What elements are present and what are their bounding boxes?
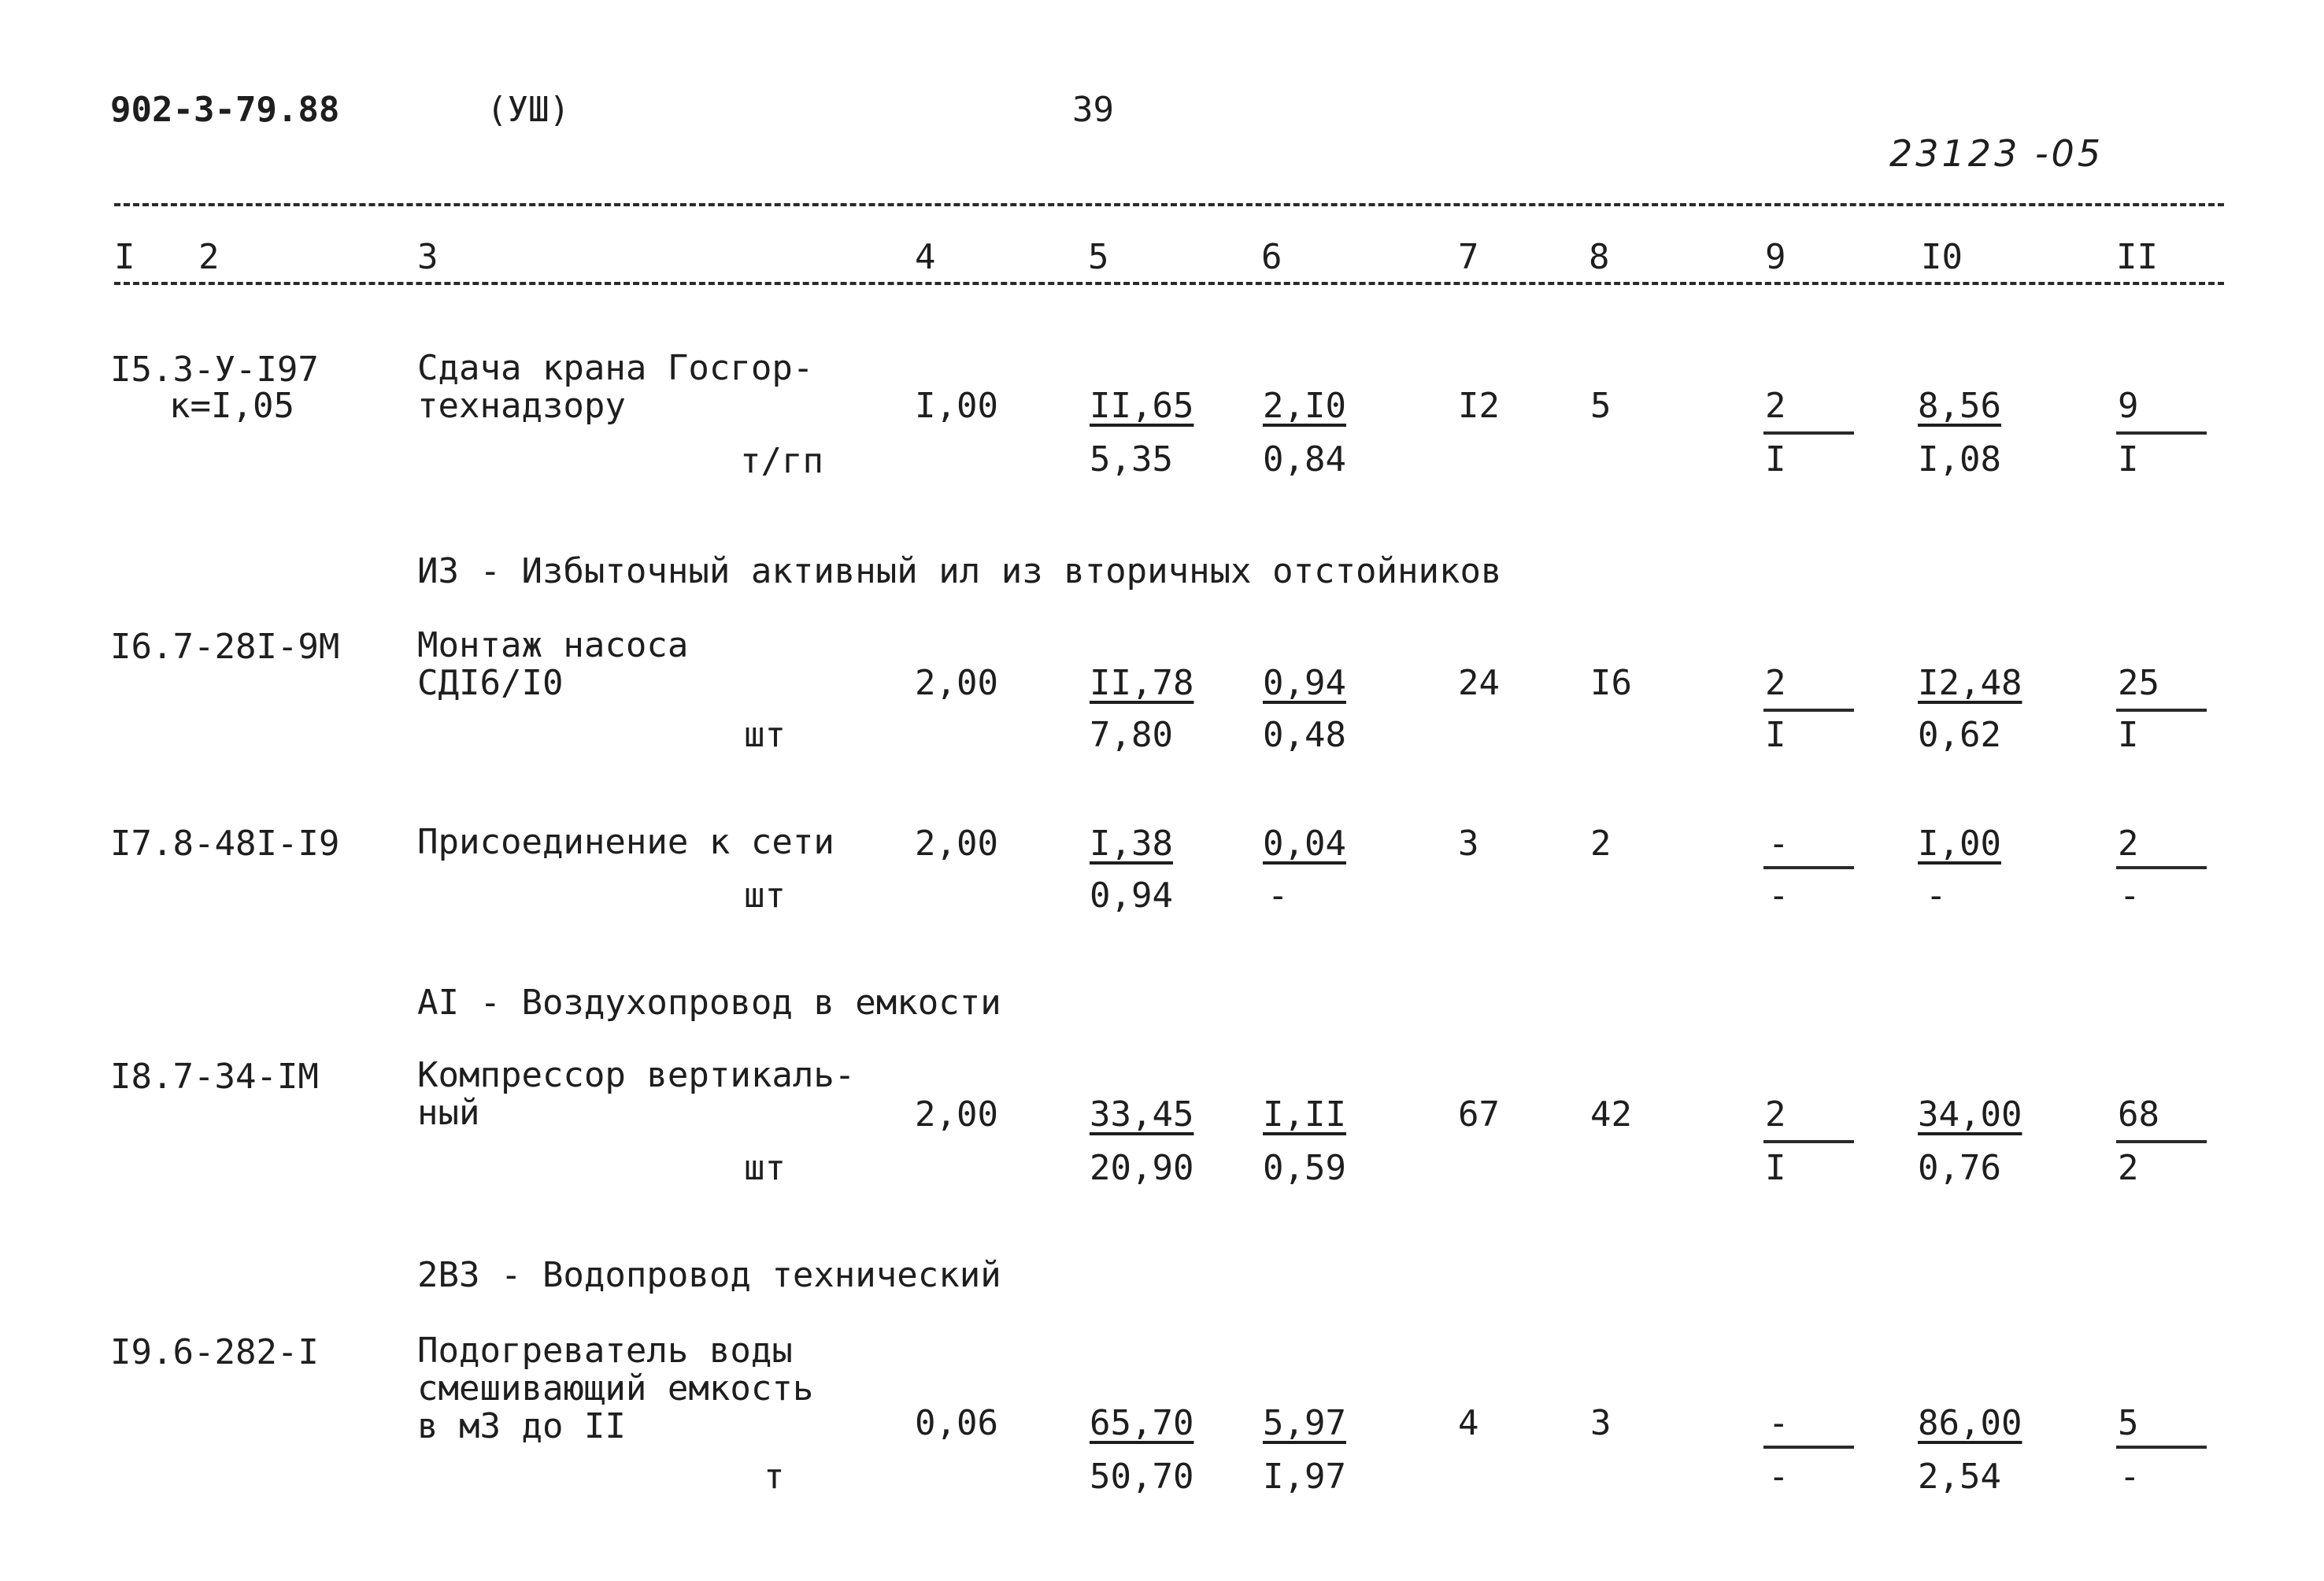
col9-rule (1763, 1446, 1854, 1449)
column-header-rule (114, 282, 2224, 285)
col5-bottom: 50,70 (1090, 1457, 1194, 1497)
column-number: 6 (1261, 237, 1282, 277)
col5-top: 65,70 (1090, 1403, 1194, 1443)
column-number: 9 (1765, 237, 1786, 277)
col10-top: I,00 (1918, 824, 2001, 864)
col11-top: 9 (2118, 386, 2139, 426)
col8-value: 2 (1590, 824, 1612, 864)
col7-value: 24 (1458, 663, 1500, 703)
col10-top: 8,56 (1918, 386, 2001, 426)
col9-rule (1763, 709, 1854, 712)
col9-bottom: - (1768, 876, 1789, 916)
col5-bottom: 7,80 (1090, 715, 1173, 755)
col11-bottom: 2 (2118, 1148, 2139, 1188)
col6-top: 0,94 (1263, 663, 1346, 703)
col6-top: 0,04 (1263, 824, 1346, 864)
col9-bottom: I (1765, 715, 1786, 755)
volume-label: (УШ) (487, 90, 570, 130)
col5-bottom: 0,94 (1090, 876, 1173, 916)
col10-bottom: 0,76 (1918, 1148, 2001, 1188)
col5-top: II,65 (1090, 386, 1194, 426)
col11-top: 25 (2118, 663, 2159, 703)
row-unit: шт (744, 876, 786, 916)
col6-bottom: I,97 (1263, 1457, 1346, 1497)
column-number: 3 (417, 237, 439, 277)
row-unit: т (764, 1457, 785, 1497)
handwritten-code: 23123 -05 (1889, 132, 2104, 175)
col11-top: 5 (2118, 1403, 2139, 1443)
column-number: I0 (1921, 237, 1963, 277)
col8-value: 42 (1590, 1094, 1632, 1135)
col10-bottom: - (1926, 876, 1947, 916)
row-coefficient: к=I,05 (169, 386, 294, 426)
col5-bottom: 20,90 (1090, 1148, 1194, 1188)
col9-bottom: I (1765, 1148, 1786, 1188)
col9-rule (1763, 431, 1854, 435)
column-number: 7 (1458, 237, 1479, 277)
column-number: 5 (1088, 237, 1109, 277)
header-rule-top (114, 203, 2224, 206)
row-unit: шт (744, 1148, 786, 1188)
col9-top: 2 (1765, 1094, 1786, 1135)
col7-value: 4 (1458, 1403, 1479, 1443)
col7-value: I2 (1458, 386, 1500, 426)
col11-rule (2116, 709, 2207, 712)
column-number: II (2116, 237, 2158, 277)
col5-bottom: 5,35 (1090, 439, 1173, 479)
row-quantity: 2,00 (915, 1094, 998, 1135)
col10-top: I2,48 (1918, 663, 2022, 703)
col9-top: - (1768, 824, 1789, 864)
col11-rule (2116, 431, 2207, 435)
col9-top: 2 (1765, 386, 1786, 426)
col6-top: 2,I0 (1263, 386, 1346, 426)
row-quantity: 2,00 (915, 824, 998, 864)
col11-top: 68 (2118, 1094, 2159, 1135)
row-code: I8.7-34-IМ (110, 1057, 319, 1097)
col10-top: 34,00 (1918, 1094, 2022, 1135)
col6-bottom: - (1267, 876, 1289, 916)
col7-value: 67 (1458, 1094, 1500, 1135)
row-code: I5.3-У-I97 (110, 350, 319, 390)
col10-bottom: I,08 (1918, 439, 2001, 479)
column-number: 4 (915, 237, 936, 277)
col10-bottom: 0,62 (1918, 715, 2001, 755)
row-quantity: I,00 (915, 386, 998, 426)
row-description: Монтаж насоса СДI6/I0 (417, 625, 689, 703)
col10-bottom: 2,54 (1918, 1457, 2001, 1497)
col9-top: - (1768, 1403, 1789, 1443)
row-description: Сдача крана Госгор- технадзору (417, 348, 814, 426)
col6-top: 5,97 (1263, 1403, 1346, 1443)
column-number: I (114, 237, 135, 277)
col9-top: 2 (1765, 663, 1786, 703)
row-description: Подогреватель воды смешивающий емкость в мЗ до II (417, 1331, 814, 1446)
section-heading: 2ВЗ - Водопровод технический (417, 1255, 1001, 1295)
row-description: Присоединение к сети (417, 822, 834, 862)
row-code: I9.6-282-I (110, 1332, 319, 1372)
col9-bottom: - (1768, 1457, 1789, 1497)
col5-top: I,38 (1090, 824, 1173, 864)
row-code: I7.8-48I-I9 (110, 824, 340, 864)
row-unit: шт (744, 715, 786, 755)
col11-rule (2116, 866, 2207, 869)
col11-bottom: - (2119, 1457, 2141, 1497)
col5-top: II,78 (1090, 663, 1194, 703)
row-code: I6.7-28I-9М (110, 627, 340, 667)
row-quantity: 2,00 (915, 663, 998, 703)
col9-rule (1763, 1140, 1854, 1143)
col5-top: 33,45 (1090, 1094, 1194, 1135)
col11-bottom: I (2118, 715, 2139, 755)
document-number: 902-3-79.88 (110, 90, 340, 130)
col11-rule (2116, 1140, 2207, 1143)
col7-value: 3 (1458, 824, 1479, 864)
col6-bottom: 0,48 (1263, 715, 1346, 755)
col6-top: I,II (1263, 1094, 1346, 1135)
section-heading: ИЗ - Избыточный активный ил из вторичных отстойников (417, 551, 1502, 591)
column-number: 8 (1589, 237, 1610, 277)
col11-bottom: - (2119, 876, 2141, 916)
column-number: 2 (198, 237, 220, 277)
col9-bottom: I (1765, 439, 1786, 479)
col11-top: 2 (2118, 824, 2139, 864)
row-quantity: 0,06 (915, 1403, 998, 1443)
section-heading: AI - Воздухопровод в емкости (417, 983, 1001, 1023)
col9-rule (1763, 866, 1854, 869)
col8-value: I6 (1590, 663, 1632, 703)
col8-value: 5 (1590, 386, 1612, 426)
col8-value: 3 (1590, 1403, 1612, 1443)
row-description: Компрессор вертикаль- ный (417, 1055, 856, 1133)
col10-top: 86,00 (1918, 1403, 2022, 1443)
row-unit: т/гп (740, 441, 823, 481)
col6-bottom: 0,84 (1263, 439, 1346, 479)
page-number: 39 (1072, 90, 1114, 130)
col11-bottom: I (2118, 439, 2139, 479)
col6-bottom: 0,59 (1263, 1148, 1346, 1188)
col11-rule (2116, 1446, 2207, 1449)
